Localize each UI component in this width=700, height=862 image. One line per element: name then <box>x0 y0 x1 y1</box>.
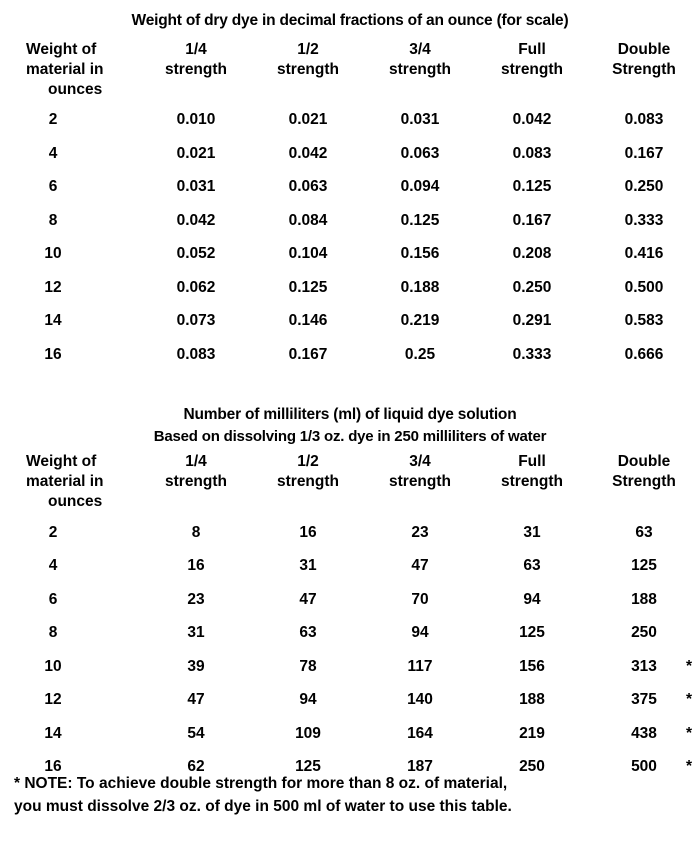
row-label: 2 <box>48 523 58 541</box>
cell: 16 <box>299 523 317 541</box>
column-header-double-strength <box>588 40 700 103</box>
table-row <box>0 549 700 583</box>
column-header-full-line2: strength <box>501 473 563 491</box>
table-row <box>0 237 700 271</box>
cell: 0.250 <box>624 178 664 196</box>
cell: 23 <box>187 590 205 608</box>
cell: 0.084 <box>288 211 328 229</box>
liquid-dye-table-title-line2: Based on dissolving 1/3 oz. dye in 250 milliliters of water <box>153 428 547 446</box>
column-header-full-line2: strength <box>501 60 563 78</box>
column-header-double-line1: Double <box>617 41 671 58</box>
cell: 0.021 <box>288 111 328 129</box>
table-row <box>0 170 700 204</box>
column-header-three-quarter-line2: strength <box>389 60 451 78</box>
column-header-half-strength <box>252 40 364 103</box>
cell: 0.333 <box>624 211 664 229</box>
table-row <box>0 616 700 650</box>
cell: 188 <box>519 691 545 709</box>
cell: 0.500 <box>624 278 664 296</box>
cell: 47 <box>187 691 205 709</box>
cell-value: 438 <box>631 724 657 742</box>
cell: 125 <box>519 624 545 642</box>
column-header-weight <box>0 452 140 515</box>
dry-dye-table-body <box>0 103 700 371</box>
cell: 0.104 <box>288 245 328 263</box>
column-header-weight <box>0 40 140 103</box>
cell-value: 313 <box>631 657 657 675</box>
cell: 39 <box>187 657 205 675</box>
cell: 47 <box>411 557 429 575</box>
cell: 250 <box>519 758 545 776</box>
cell: 8 <box>191 523 201 541</box>
cell: 0.083 <box>624 111 664 129</box>
table-row <box>0 683 700 717</box>
cell: 0.083 <box>176 345 216 363</box>
cell: 94 <box>523 590 541 608</box>
cell: 0.125 <box>288 278 328 296</box>
cell: 125 <box>295 758 321 776</box>
cell-double <box>588 650 700 684</box>
liquid-dye-table-body <box>0 516 700 784</box>
cell: 0.031 <box>400 111 440 129</box>
cell: 0.125 <box>400 211 440 229</box>
cell-value: 375 <box>631 691 657 709</box>
cell-double <box>588 583 700 617</box>
column-header-double-line2: Strength <box>612 473 676 491</box>
row-label: 6 <box>48 590 58 608</box>
table-row <box>0 204 700 238</box>
column-header-double-line2: Strength <box>612 60 676 78</box>
cell: 0.031 <box>176 178 216 196</box>
row-label: 16 <box>44 345 62 363</box>
cell: 0.167 <box>624 144 664 162</box>
cell: 219 <box>519 724 545 742</box>
column-header-weight-line3: ounces <box>48 492 103 510</box>
cell: 0.062 <box>176 278 216 296</box>
cell: 0.063 <box>400 144 440 162</box>
column-header-full-strength <box>476 40 588 103</box>
cell: 94 <box>411 624 429 642</box>
table-row <box>0 304 700 338</box>
column-header-double-line1: Double <box>617 453 671 471</box>
footnote-line2: you must dissolve 2/3 oz. of dye in 500 ml of water to use this table. <box>14 798 512 816</box>
row-label: 8 <box>48 211 58 229</box>
cell: 0.333 <box>512 345 552 363</box>
cell: 109 <box>295 724 321 742</box>
cell: 31 <box>187 624 205 642</box>
cell: 78 <box>299 657 317 675</box>
cell-double <box>588 717 700 751</box>
table-row <box>0 717 700 751</box>
cell: 0.042 <box>288 144 328 162</box>
cell: 47 <box>299 590 317 608</box>
cell: 164 <box>407 724 433 742</box>
cell-value: 63 <box>635 523 653 541</box>
cell: 140 <box>407 691 433 709</box>
cell: 0.063 <box>288 178 328 196</box>
row-label: 4 <box>48 557 58 575</box>
cell-double <box>588 549 700 583</box>
dry-dye-table <box>0 40 700 371</box>
table-row <box>0 271 700 305</box>
cell: 0.042 <box>176 211 216 229</box>
table-row <box>0 338 700 372</box>
table-row <box>0 650 700 684</box>
row-label: 12 <box>44 278 62 296</box>
column-header-half-line1: 1/2 <box>297 453 319 471</box>
column-header-weight-line3: ounces <box>48 80 103 98</box>
cell-double <box>588 616 700 650</box>
table-row <box>0 103 700 137</box>
cell: 31 <box>299 557 317 575</box>
column-header-quarter-line1: 1/4 <box>185 41 207 58</box>
footnote-marker: * <box>685 657 692 675</box>
table-header-row <box>0 40 700 103</box>
column-header-three-quarter-strength <box>364 452 476 515</box>
liquid-dye-table-section <box>0 404 700 784</box>
column-header-quarter-strength <box>140 452 252 515</box>
column-header-three-quarter-line1: 3/4 <box>409 453 431 471</box>
cell: 63 <box>523 557 541 575</box>
cell: 0.094 <box>400 178 440 196</box>
cell: 156 <box>519 657 545 675</box>
cell: 0.219 <box>400 312 440 330</box>
column-header-quarter-strength <box>140 40 252 103</box>
dry-dye-table-section <box>0 12 700 371</box>
cell: 0.021 <box>176 144 216 162</box>
dry-dye-table-header <box>0 40 700 103</box>
cell: 0.083 <box>512 144 552 162</box>
column-header-full-strength <box>476 452 588 515</box>
cell: 54 <box>187 724 205 742</box>
cell: 0.167 <box>288 345 328 363</box>
row-label: 12 <box>44 691 62 709</box>
column-header-weight-line1: Weight of <box>26 453 97 471</box>
liquid-dye-table <box>0 452 700 783</box>
cell: 0.146 <box>288 312 328 330</box>
cell: 0.073 <box>176 312 216 330</box>
column-header-half-line1: 1/2 <box>297 41 319 58</box>
column-header-weight-line1: Weight of <box>26 41 97 58</box>
row-label: 8 <box>48 624 58 642</box>
cell: 187 <box>407 758 433 776</box>
column-header-double-strength <box>588 452 700 515</box>
table-row <box>0 516 700 550</box>
row-label: 14 <box>44 312 62 330</box>
table-header-row <box>0 452 700 515</box>
cell: 16 <box>187 557 205 575</box>
liquid-dye-table-title-line1: Number of milliliters (ml) of liquid dye solution <box>183 406 517 423</box>
column-header-three-quarter-line2: strength <box>389 473 451 491</box>
cell: 0.208 <box>512 245 552 263</box>
cell-double <box>588 516 700 550</box>
footnote <box>14 772 690 819</box>
cell: 0.042 <box>512 111 552 129</box>
column-header-full-line1: Full <box>518 41 546 58</box>
footnote-marker: * <box>685 724 692 742</box>
column-header-quarter-line2: strength <box>165 60 227 78</box>
table-row <box>0 137 700 171</box>
row-label: 4 <box>48 144 58 162</box>
column-header-weight-line2: material in <box>26 473 104 491</box>
cell: 0.167 <box>512 211 552 229</box>
cell: 0.010 <box>176 111 216 129</box>
dry-dye-table-title: Weight of dry dye in decimal fractions of an ounce (for scale) <box>131 12 569 29</box>
cell-double <box>588 683 700 717</box>
cell: 23 <box>411 523 429 541</box>
column-header-three-quarter-strength <box>364 40 476 103</box>
row-label: 2 <box>48 111 58 129</box>
column-header-quarter-line2: strength <box>165 473 227 491</box>
cell-value: 250 <box>631 624 657 642</box>
cell: 0.052 <box>176 245 216 263</box>
column-header-quarter-line1: 1/4 <box>185 453 207 471</box>
liquid-dye-table-titles <box>0 404 700 448</box>
row-label: 10 <box>44 245 62 263</box>
cell: 0.25 <box>404 345 436 363</box>
row-label: 10 <box>44 657 62 675</box>
footnote-marker: * <box>685 691 692 709</box>
table-row <box>0 583 700 617</box>
footnote-line1: * NOTE: To achieve double strength for more than 8 oz. of material, <box>14 775 508 792</box>
cell: 0.291 <box>512 312 552 330</box>
cell: 0.250 <box>512 278 552 296</box>
cell: 31 <box>523 523 541 541</box>
cell: 117 <box>407 657 433 675</box>
cell: 0.188 <box>400 278 440 296</box>
cell: 0.666 <box>624 345 664 363</box>
column-header-full-line1: Full <box>518 453 546 471</box>
footnote-marker: * <box>685 758 692 776</box>
row-label: 14 <box>44 724 62 742</box>
cell-value: 500 <box>631 758 657 776</box>
cell: 0.125 <box>512 178 552 196</box>
column-header-weight-line2: material in <box>26 60 104 78</box>
cell: 70 <box>411 590 429 608</box>
cell-value: 188 <box>631 590 657 608</box>
column-header-three-quarter-line1: 3/4 <box>409 41 431 58</box>
cell: 0.156 <box>400 245 440 263</box>
column-header-half-line2: strength <box>277 473 339 491</box>
column-header-half-line2: strength <box>277 60 339 78</box>
cell: 0.583 <box>624 312 664 330</box>
cell: 63 <box>299 624 317 642</box>
cell-value: 125 <box>631 557 657 575</box>
column-header-half-strength <box>252 452 364 515</box>
row-label: 16 <box>44 758 62 776</box>
cell: 0.416 <box>624 245 664 263</box>
cell: 62 <box>187 758 205 776</box>
cell: 94 <box>299 691 317 709</box>
row-label: 6 <box>48 178 58 196</box>
liquid-dye-table-header <box>0 452 700 515</box>
